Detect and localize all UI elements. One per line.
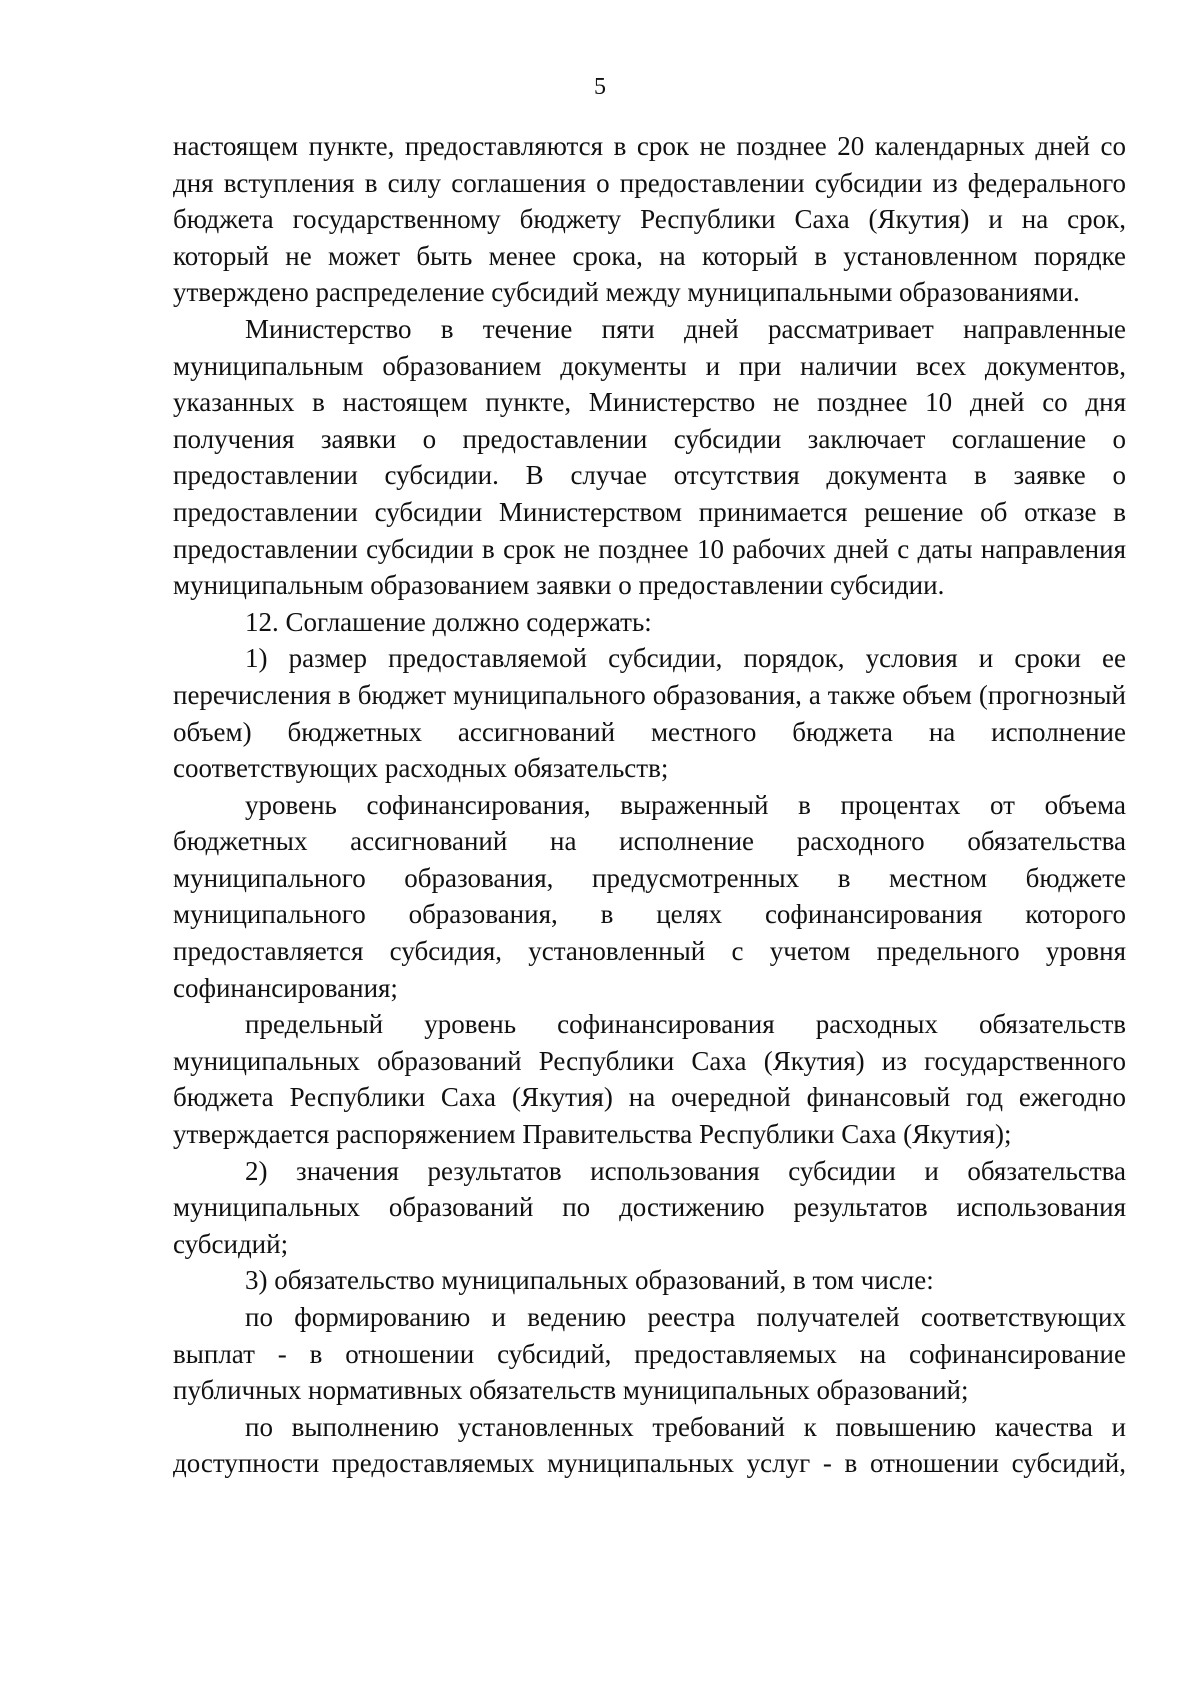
paragraph-registry: по формированию и ведению реестра получателей соответствующих выплат - в отношении субсидий, предоставляемых на софинансирование публичных нормативных обязательств муниципальных образований; xyxy=(173,1302,1126,1406)
paragraph-ministry-review: Министерство в течение пяти дней рассматривает направленные муниципальным образованием документы и при наличии всех документов, указанных в настоящем пункте, Министерство не позднее 10 дней со дня получения заявки о предоставлении субсидии заключает соглашение о предоставлении субсидии. В случае отсутствия документа в заявке о предоставлении субсидии Министерством принимается решение об отказе в предоставлении субсидии в срок не позднее 10 рабочих дней с даты направления муниципальным образованием заявки о предоставлении субсидии. xyxy=(173,313,1126,601)
paragraph-service-quality: по выполнению установленных требований к повышению качества и доступности предоставляемых муниципальных услуг - в отношении субсидий, xyxy=(173,1411,1126,1479)
paragraph-max-cofinancing: предельный уровень софинансирования расходных обязательств муниципальных образований Республики Саха (Якутия) из государственного бюджета Республики Саха (Якутия) на очередной финансовый год ежегодно утверждается распоряжением Правительства Республики Саха (Якутия); xyxy=(173,1009,1126,1150)
paragraph-continuation: настоящем пункте, предоставляются в срок не позднее 20 календарных дней со дня вступления в силу соглашения о предоставлении субсидии из федерального бюджета государственному бюджету Республики Саха (Якутия) и на срок, который не может быть менее срока, на который в установленном порядке утверждено распределение субсидий между муниципальными образованиями. xyxy=(173,131,1126,308)
page-number: 5 xyxy=(594,74,606,100)
paragraph-item-3: 3) обязательство муниципальных образований, в том числе: xyxy=(245,1265,934,1296)
paragraph-item-1: 1) размер предоставляемой субсидии, порядок, условия и сроки ее перечисления в бюджет муниципального образования, а также объем (прогнозный объем) бюджетных ассигнований местного бюджета на исполнение соответствующих расходных обязательств; xyxy=(173,643,1126,784)
paragraph-clause-12: 12. Соглашение должно содержать: xyxy=(245,606,652,637)
document-body xyxy=(173,128,1126,1482)
paragraph-cofinancing-level: уровень софинансирования, выраженный в процентах от объема бюджетных ассигнований на исполнение расходного обязательства муниципального образования, предусмотренных в местном бюджете муниципального образования, в целях софинансирования которого предоставляется субсидия, установленный с учетом предельного уровня софинансирования; xyxy=(173,789,1126,1003)
paragraph-item-2: 2) значения результатов использования субсидии и обязательства муниципальных образований по достижению результатов использования субсидий; xyxy=(173,1155,1126,1259)
